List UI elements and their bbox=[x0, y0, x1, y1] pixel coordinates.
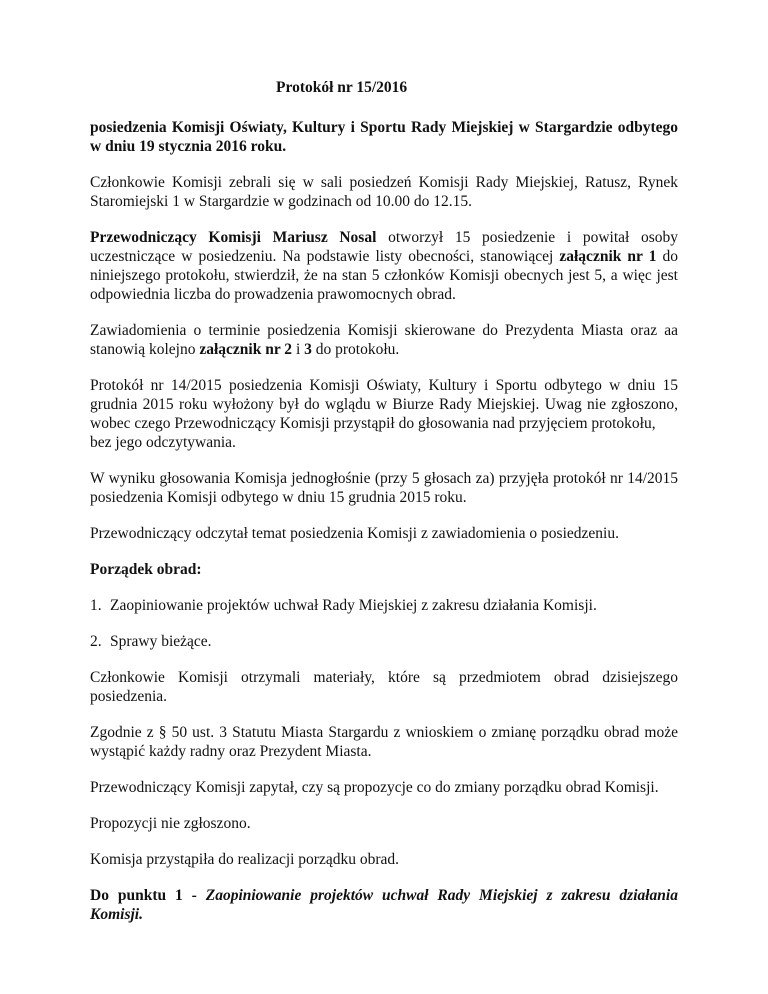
notifications-text-b: i bbox=[292, 341, 305, 358]
agenda-item-text: Sprawy bieżące. bbox=[110, 633, 212, 650]
opening-text-b: do niniejszego protokołu, stwierdził, że na stan 5 członków Komisji obecnych jest 5, a więc jest odpowiednia liczba do prowadzenia prawomocnych obrad. bbox=[90, 248, 679, 303]
previous-protocol-tail: bez jego odczytywania. bbox=[90, 434, 236, 451]
paragraph-commission-proceeds: Komisja przystąpiła do realizacji porządku obrad. bbox=[90, 851, 400, 868]
point-1-heading bbox=[90, 886, 678, 924]
agenda-item-number: 1. bbox=[90, 597, 102, 614]
paragraph-materials: Członkowie Komisji otrzymali materiały, które są przedmiotem obrad dzisiejszego posiedzenia. bbox=[90, 669, 678, 705]
document-title: Protokół nr 15/2016 bbox=[276, 79, 408, 96]
paragraph-topic-read: Przewodniczący odczytał temat posiedzenia Komisji z zawiadomienia o posiedzeniu. bbox=[90, 525, 619, 542]
agenda-item bbox=[90, 632, 678, 651]
chairman-name: Przewodniczący Komisji Mariusz Nosal bbox=[90, 229, 377, 246]
agenda-item-text: Zaopiniowanie projektów uchwał Rady Miejskiej z zakresu działania Komisji. bbox=[110, 597, 597, 614]
agenda-item bbox=[90, 596, 678, 615]
point-1-lead: Do punktu 1 - bbox=[90, 887, 206, 904]
paragraph-no-proposals: Propozycji nie zgłoszono. bbox=[90, 815, 251, 832]
notifications-text-a: Zawiadomienia o terminie posiedzenia Komisji skierowane do Prezydenta Miasta oraz aa stanowią kolejno bbox=[90, 322, 678, 358]
agenda-item-number: 2. bbox=[90, 633, 102, 650]
agenda-heading: Porządek obrad: bbox=[90, 561, 202, 578]
attachment-1-ref: załącznik nr 1 bbox=[559, 248, 657, 265]
paragraph-statute: Zgodnie z § 50 ust. 3 Statutu Miasta Stargardu z wnioskiem o zmianę porządku obrad może wystąpić każdy radny oraz Prezydent Miasta. bbox=[90, 724, 678, 760]
paragraph-notifications bbox=[90, 321, 678, 359]
paragraph-vote-result: W wyniku głosowania Komisja jednogłośnie (przy 5 głosach za) przyjęła protokół nr 14/2015 posiedzenia Komisji odbytego w dniu 15 grudnia 2015 roku. bbox=[90, 470, 678, 506]
attachment-2-ref: załącznik nr 2 bbox=[199, 341, 293, 358]
paragraph-attendance-location: Członkowie Komisji zebrali się w sali posiedzeń Komisji Rady Miejskiej, Ratusz, Rynek Staromiejski 1 w Stargardzie w godzinach od 10.00 do 12.15. bbox=[90, 174, 678, 210]
document-subtitle: posiedzenia Komisji Oświaty, Kultury i Sportu Rady Miejskiej w Stargardzie odbytego w dniu 19 stycznia 2016 roku. bbox=[90, 119, 678, 155]
paragraph-chairman-question: Przewodniczący Komisji zapytał, czy są propozycje co do zmiany porządku obrad Komisji. bbox=[90, 779, 659, 796]
opening-text-a: otworzył 15 posiedzenie i powitał osoby uczestniczące w posiedzeniu. Na podstawie listy obecności, stanowiącej bbox=[90, 229, 679, 265]
point-1-title: Zaopiniowanie projektów uchwał Rady Miejskiej z zakresu działania Komisji. bbox=[90, 887, 678, 923]
paragraph-opening bbox=[90, 228, 678, 304]
notifications-text-c: do protokołu. bbox=[311, 341, 400, 358]
previous-protocol-main: Protokół nr 14/2015 posiedzenia Komisji Oświaty, Kultury i Sportu odbytego w dniu 15 grudnia 2015 roku wyłożony był do wglądu w Biurze Rady Miejskiej. Uwag nie zgłoszono, wobec czego Przewodniczący Komisji przystąpił do głosowania nad przyjęciem protokołu, bbox=[90, 377, 678, 432]
attachment-3-ref: 3 bbox=[304, 341, 312, 358]
paragraph-previous-protocol bbox=[90, 376, 678, 452]
